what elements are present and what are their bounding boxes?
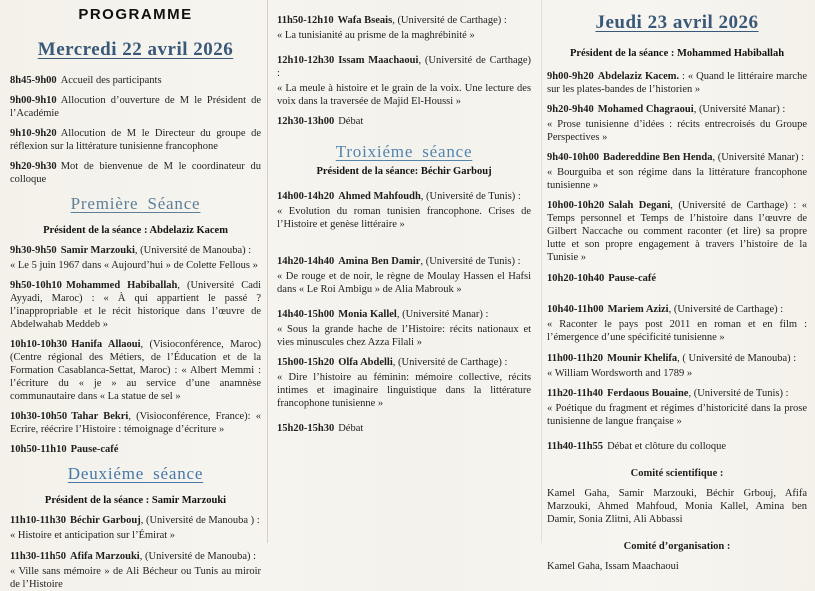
organisation-committee-title: Comité d’organisation : — [623, 541, 731, 552]
scientific-committee-title: Comité scientifique : — [630, 468, 724, 479]
item-affiliation: : « Quand le littéraire marche sur les plates-bandes de l’historien » — [547, 71, 807, 95]
item-speaker: Mounir Khelifa — [607, 353, 678, 364]
item-speaker: Amina Ben Damir — [338, 256, 421, 267]
talk-item — [547, 352, 807, 380]
item-affiliation: , (Université de Carthage) : — [392, 15, 507, 26]
item-time: 12h30-13h00 — [277, 116, 335, 127]
item-affiliation: , (Université de Carthage) : — [668, 304, 784, 315]
talk-item — [547, 151, 807, 192]
opening-item — [10, 127, 261, 153]
item-speaker: Issam Maachaoui — [338, 55, 419, 66]
item-time: 9h00-9h10 — [10, 95, 57, 106]
column-right — [539, 6, 809, 572]
page-title: PROGRAMME — [78, 6, 193, 23]
fold-crease-right — [541, 0, 542, 543]
item-affiliation: , (Université de Carthage) : — [277, 55, 532, 79]
talk-item — [10, 550, 261, 591]
item-text: Pause-café — [70, 444, 119, 455]
column-left — [6, 6, 269, 590]
item-speaker: Tahar Bekri — [71, 411, 129, 422]
talk-item — [547, 387, 807, 428]
talk-item — [277, 190, 531, 231]
talk-item — [10, 410, 261, 436]
item-speaker: Wafa Bseais — [337, 15, 393, 26]
item-quote: « Sous la grande hache de l’Histoire: récits nationaux et vies minuscules chez Azza Filali » — [277, 324, 532, 348]
session2-heading: Deuxiéme séance — [67, 464, 204, 483]
talk-item — [547, 70, 807, 96]
item-time: 15h20-15h30 — [277, 423, 335, 434]
item-text: Allocution de M le Directeur du groupe de réflexion sur la littérature tunisienne francophone — [10, 128, 262, 152]
talk-item — [10, 279, 261, 331]
day2-president: Président de la séance : Mohammed Habiballah — [569, 48, 785, 59]
item-text: Débat et clôture du colloque — [607, 441, 727, 452]
item-quote: « Bourguiba et son régime dans la littérature francophone tunisienne » — [547, 167, 807, 191]
item-speaker: Béchir Garbouj — [70, 515, 141, 526]
debate-item — [277, 115, 531, 128]
item-text: Débat — [338, 116, 364, 127]
talk-item — [10, 514, 261, 542]
item-text: Pause-café — [608, 273, 657, 284]
item-time: 10h50-11h10 — [10, 444, 67, 455]
item-time: 9h30-9h50 — [10, 245, 57, 256]
item-speaker: Samir Marzouki — [60, 245, 135, 256]
item-speaker: Mariem Azizi — [607, 304, 669, 315]
item-text: Débat — [338, 423, 364, 434]
opening-item — [10, 74, 261, 87]
item-quote: « La meule à histoire et le grain de la voix. Une lecture des voix dans la traversée de Majid El-Houssi » — [277, 83, 532, 107]
day2-heading: Jeudi 23 avril 2026 — [595, 12, 759, 33]
item-quote: « De rouge et de noir, le règne de Moulay Hassen el Hafsi dans « Le Roi Ambigu » de Alia Mabrouk » — [277, 271, 532, 295]
item-time: 9h20-9h30 — [10, 161, 57, 172]
item-time: 11h30-11h50 — [10, 551, 67, 562]
item-time: 9h40-10h00 — [547, 152, 599, 163]
item-speaker: Olfa Abdelli — [338, 357, 393, 368]
item-quote: « Le 5 juin 1967 dans « Aujourd’hui » de Colette Fellous » — [10, 260, 258, 271]
item-quote: « Poétique du fragment et régimes d’historicité dans la prose tunisienne de langue française » — [547, 403, 807, 427]
item-time: 9h10-9h20 — [10, 128, 57, 139]
talk-item — [547, 303, 807, 344]
item-time: 10h30-10h50 — [10, 411, 68, 422]
day1-heading: Mercredi 22 avril 2026 — [37, 39, 234, 60]
item-time: 11h00-11h20 — [547, 353, 604, 364]
item-quote: « William Wordsworth and 1789 » — [547, 368, 693, 379]
item-time: 14h00-14h20 — [277, 191, 335, 202]
item-time: 10h40-11h00 — [547, 304, 604, 315]
talk-item — [277, 308, 531, 349]
talk-item — [547, 199, 807, 264]
item-time: 9h50-10h10 — [10, 280, 62, 291]
talk-item — [547, 103, 807, 144]
item-affiliation: , (Université de Tunis) : — [420, 191, 521, 202]
opening-item — [10, 94, 261, 120]
session3-heading: Troixiéme séance — [335, 142, 473, 161]
item-affiliation: , (Université de Manouba) : — [139, 551, 257, 562]
item-quote: « Evolution du roman tunisien francophone. Crises de l’Histoire et genèse littéraire » — [277, 206, 532, 230]
item-speaker: Ahmed Mahfoudh — [338, 191, 421, 202]
item-quote: « Raconter le pays post 2011 en roman et en film : l’émergence d’une spécificité tunisienne » — [547, 319, 807, 343]
item-text: Mot de bienvenue de M le coordinateur du colloque — [10, 161, 262, 185]
item-speaker: Abdelaziz Kacem. — [597, 71, 680, 82]
item-speaker: Monia Kallel — [338, 309, 397, 320]
talk-item — [277, 356, 531, 410]
item-time: 10h10-10h30 — [10, 339, 68, 350]
item-text: Accueil des participants — [60, 75, 162, 86]
item-affiliation: , (Université de Carthage) : — [392, 357, 508, 368]
item-quote: « Ville sans mémoire » de Ali Bécheur ou Tunis au miroir de l’Histoire — [10, 566, 262, 590]
item-speaker: Afifa Marzouki — [70, 551, 140, 562]
item-time: 11h40-11h55 — [547, 441, 604, 452]
fold-crease-left — [267, 0, 268, 543]
item-quote: « Dire l’histoire au féminin: mémoire collective, récits intimes et imaginaire linguistique dans la littérature francophone tunisienne » — [277, 372, 532, 409]
item-affiliation: , ( Université de Manouba) : — [677, 353, 797, 364]
item-time: 9h00-9h20 — [547, 71, 594, 82]
item-time: 10h20-10h40 — [547, 273, 605, 284]
item-time: 14h40-15h00 — [277, 309, 335, 320]
item-affiliation: , (Université Manar) : — [693, 104, 786, 115]
item-speaker: Ferdaous Bouaine — [607, 388, 689, 399]
item-text: Allocution d’ouverture de M le Président de l’Académie — [10, 95, 262, 119]
scientific-committee-members: Kamel Gaha, Samir Marzouki, Béchir Grbouj, Afifa Marzouki, Ahmed Mahfoud, Monia Kallel, Amina ben Damir, Sonia Zlitni, Ali Abbassi — [547, 488, 807, 525]
item-affiliation: , (Université Manar) : — [712, 152, 805, 163]
item-time: 11h10-11h30 — [10, 515, 67, 526]
item-time: 11h50-12h10 — [277, 15, 334, 26]
talk-item — [277, 54, 531, 108]
item-affiliation: , (Université Manar) : — [396, 309, 489, 320]
organisation-committee-members: Kamel Gaha, Issam Maachaoui — [547, 561, 679, 572]
talk-item — [277, 255, 531, 296]
item-time: 12h10-12h30 — [277, 55, 335, 66]
debate-item — [277, 422, 531, 435]
session3-president: Président de la séance: Béchir Garbouj — [316, 166, 492, 177]
item-affiliation: , (Visioconférence, Maroc) (Centre régional des Métiers, de l’Éducation et de la Formation Casablanca-Settat, Maroc) : « Albert Memmi : l’écriture du « je » au service d’une anamnèse communautaire dans « La statue de sel » — [10, 339, 262, 402]
item-speaker: Hanifa Allaoui — [71, 339, 141, 350]
session1-heading: Première Séance — [70, 194, 201, 213]
item-time: 8h45-9h00 — [10, 75, 57, 86]
item-time: 10h00-10h20 — [547, 200, 605, 211]
item-affiliation: , (Université de Carthage) : « Temps personnel et Temps de l’histoire dans l’œuvre de Gilbert Naccache ou comment raconter (et lire) sa propre lutte et son propre engagement à travers l’histoire de la Tunisie » — [547, 200, 807, 263]
talk-item — [10, 338, 261, 403]
item-speaker: Mohamed Chagraoui — [597, 104, 694, 115]
item-quote: « Histoire et anticipation sur l’Émirat » — [10, 530, 176, 541]
item-time: 11h20-11h40 — [547, 388, 604, 399]
item-affiliation: , (Université de Manouba) : — [134, 245, 252, 256]
column-middle — [269, 6, 539, 543]
item-affiliation: , (Visioconférence, France): « Ecrire, réécrire l’Histoire : témoignage d’écriture » — [10, 411, 262, 435]
item-affiliation: , (Université de Manouba ) : — [140, 515, 260, 526]
talk-item — [277, 14, 531, 42]
session2-president: Président de la séance : Samir Marzouki — [44, 495, 227, 506]
opening-item — [10, 160, 261, 186]
item-affiliation: , (Université de Tunis) : — [420, 256, 521, 267]
session1-president: Président de la séance : Abdelaziz Kacem — [43, 225, 228, 236]
item-affiliation: , (Université de Tunis) : — [688, 388, 789, 399]
item-speaker: Salah Degani — [608, 200, 671, 211]
pause-item — [10, 443, 261, 456]
item-time: 9h20-9h40 — [547, 104, 594, 115]
item-speaker: Badereddine Ben Henda — [602, 152, 713, 163]
item-quote: « La tunisianité au prisme de la maghrébinité » — [277, 30, 475, 41]
talk-item — [10, 244, 261, 272]
item-time: 15h00-15h20 — [277, 357, 335, 368]
item-time: 14h20-14h40 — [277, 256, 335, 267]
debate-item — [547, 440, 807, 453]
item-quote: « Prose tunisienne d’idées : récits entrecroisés du Groupe Perspectives » — [547, 119, 807, 143]
pause-item — [547, 272, 807, 285]
item-affiliation: , (Université Cadi Ayyadi, Maroc) : « À qui appartient le passé ? l’inappropriable et le récit historique dans l’œuvre de Abdelwahab Meddeb » — [10, 280, 262, 330]
item-speaker: Mohammed Habiballah — [65, 280, 178, 291]
